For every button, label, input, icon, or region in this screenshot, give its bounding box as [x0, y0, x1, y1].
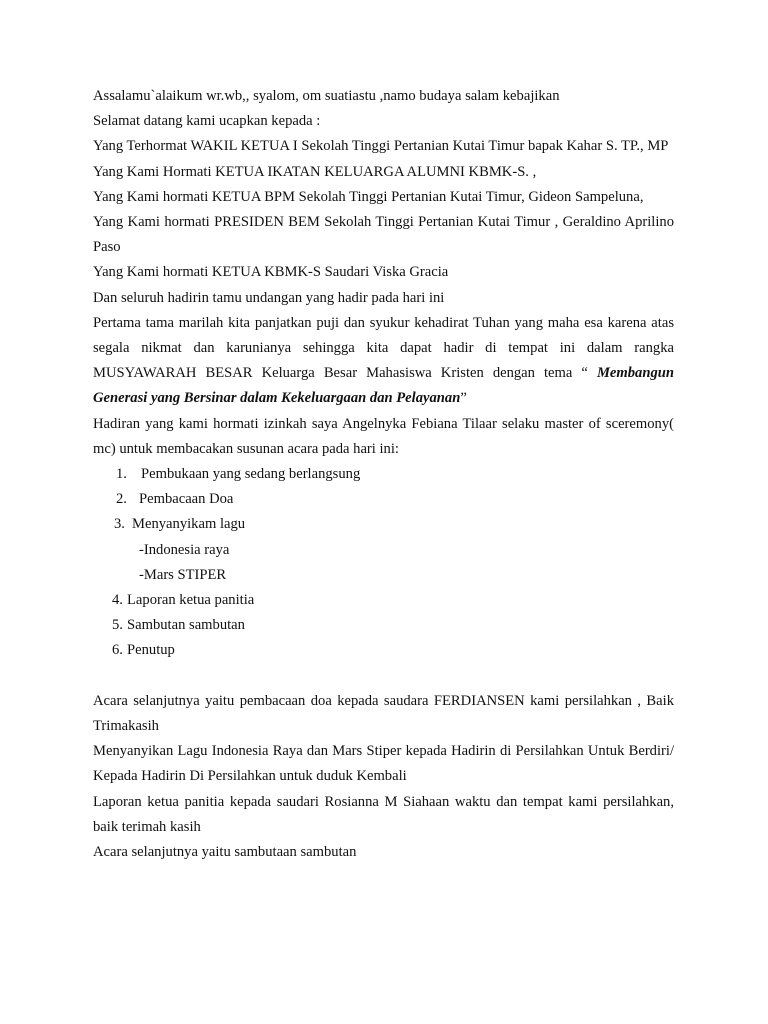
agenda-subitem: -Indonesia raya — [139, 541, 230, 558]
honoree-paragraph: Yang Kami hormati KETUA BPM Sekolah Tinggi Pertanian Kutai Timur, Gideon Sampeluna, — [93, 188, 644, 205]
agenda-item — [93, 512, 674, 537]
agenda-item-number: 3. — [114, 516, 125, 533]
agenda-item-text: Penutup — [127, 642, 175, 659]
honoree-paragraph: Yang Terhormat WAKIL KETUA I Sekolah Tinggi Pertanian Kutai Timur bapak Kahar S. TP., MP — [93, 138, 669, 155]
gratitude-paragraph — [93, 311, 674, 412]
greeting-paragraph: Assalamu`alaikum wr.wb,, syalom, om suatiastu ,namo budaya salam kebajikan — [93, 88, 560, 104]
agenda-item-number: 4. — [112, 592, 123, 609]
agenda-item-text: Pembacaan Doa — [139, 491, 234, 508]
agenda-item-text: Laporan ketua panitia — [127, 592, 255, 609]
agenda-item-text: Menyanyikam lagu — [132, 516, 246, 533]
welcome-paragraph: Selamat datang kami ucapkan kepada : — [93, 113, 321, 130]
theme-text: Membangun Generasi yang Bersinar dalam Kekeluargaan dan Pelayanan — [93, 365, 674, 407]
agenda-item-text: Pembukaan yang sedang berlangsung — [141, 466, 361, 483]
closing-paragraph: Laporan ketua panitia kepada saudari Rosianna M Siahaan waktu dan tempat kami persilahkan, baik terimah kasih — [93, 793, 674, 835]
agenda-item — [93, 462, 674, 487]
closing-paragraph: Acara selanjutnya yaitu sambutaan sambutan — [93, 844, 357, 861]
honoree-paragraph: Yang Kami hormati KETUA KBMK-S Saudari Viska Gracia — [93, 264, 449, 281]
document-page — [93, 84, 674, 865]
blank-line — [93, 664, 674, 689]
honoree-paragraph: Yang Kami Hormati KETUA IKATAN KELUARGA ALUMNI KBMK-S. , — [93, 163, 537, 180]
closing-paragraph: Menyanyikan Lagu Indonesia Raya dan Mars Stiper kepada Hadirin di Persilahkan Untuk Berdiri/ Kepada Hadirin Di Persilahkan untuk duduk Kembali — [93, 743, 674, 785]
mc-intro-paragraph: Hadiran yang kami hormati izinkah saya Angelnyka Febiana Tilaar selaku master of sceremony( mc) untuk membacakan susunan acara pada hari ini: — [93, 415, 674, 457]
agenda-item — [93, 487, 674, 512]
gratitude-text: Pertama tama marilah kita panjatkan puji dan syukur kehadirat Tuhan yang maha esa karena atas segala nikmat dan karunianya sehingga kita dapat hadir di tempat ini dalam rangka MUSYAWARAH BESAR Keluarga Besar Mahasiswa Kristen dengan tema “ — [93, 314, 674, 382]
agenda-subitem: -Mars STIPER — [139, 566, 227, 583]
agenda-item — [93, 613, 674, 638]
audience-paragraph: Dan seluruh hadirin tamu undangan yang hadir pada hari ini — [93, 289, 445, 306]
closing-paragraph: Acara selanjutnya yaitu pembacaan doa kepada saudara FERDIANSEN kami persilahkan , Baik Trimakasih — [93, 692, 674, 735]
agenda-item — [93, 638, 674, 663]
agenda-item-number: 6. — [112, 642, 123, 659]
agenda-item-number: 1. — [116, 466, 127, 483]
agenda-item-number: 2. — [116, 491, 127, 508]
theme-close-quote: ” — [460, 390, 467, 407]
agenda-item-number: 5. — [112, 617, 123, 634]
agenda-item-text: Sambutan sambutan — [127, 617, 245, 634]
honoree-paragraph: Yang Kami hormati PRESIDEN BEM Sekolah Tinggi Pertanian Kutai Timur , Geraldino Aprilino Paso — [93, 214, 674, 256]
agenda-item — [93, 588, 674, 613]
